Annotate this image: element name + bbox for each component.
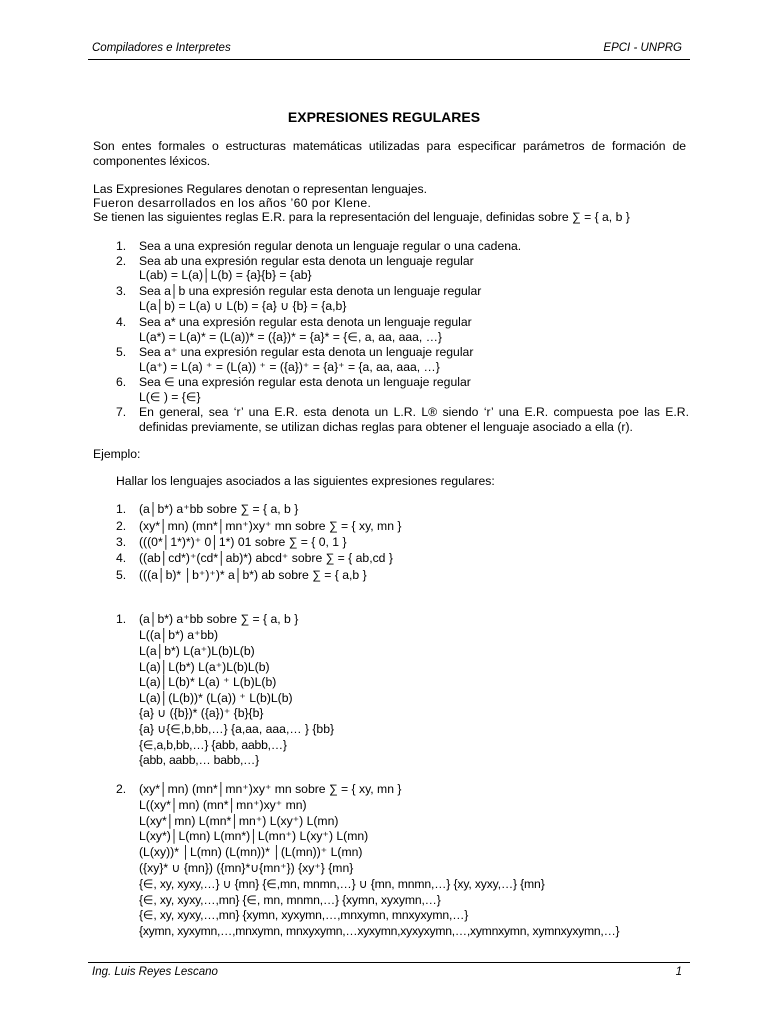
rule-line: Sea a una expresión regular denota un lenguaje regular o una cadena. [139, 239, 522, 253]
exercise-text: (((a│b)* │b⁺)⁺)* a│b*) ab sobre ∑ = { a,b } [139, 568, 367, 582]
page-title: EXPRESIONES REGULARES [287, 109, 481, 125]
line-3: Se tienen las siguientes reglas E.R. para la representación del lenguaje, definidas sobre ∑ = { a, b } [93, 210, 630, 224]
rule-number: 1. [116, 239, 127, 253]
solution-line: {xymn, xyxymn,…,mnxymn, mnxyxymn,…xyxymn,xyxyxymn,…,xymnxymn, xymnxyxymn,…} [139, 924, 620, 938]
solution-line: L(xy*│mn) L(mn*│mn⁺) L(xy⁺) L(mn) [139, 814, 339, 828]
rule-number: 7. [116, 405, 127, 419]
footer-rule [88, 962, 690, 963]
solution-line: L(a)│L(b*) L(a⁺)L(b)L(b) [139, 660, 270, 674]
solution-line: L(a│b*) L(a⁺)L(b)L(b) [139, 644, 255, 658]
solution-line: (xy*│mn) (mn*│mn⁺)xy⁺ mn sobre ∑ = { xy, mn } [139, 782, 402, 796]
rule-line: Sea a│b una expresión regular esta denota un lenguaje regular [139, 284, 482, 298]
solution-line: {∈, xy, xyxy,…} ∪ {mn} {∈,mn, mnmn,…} ∪ {mn, mnmn,…} {xy, xyxy,…} {mn} [139, 877, 545, 891]
solution-line: ({xy}* ∪ {mn}) ({mn}*∪{mn⁺}) {xy⁺} {mn} [139, 861, 354, 875]
header-left: Compiladores e Interpretes [92, 42, 231, 54]
solution-line: {∈, xy, xyxy,…,mn} {xymn, xyxymn,…,mnxymn, mnxyxymn,…} [139, 908, 469, 922]
solution-line: L((xy*│mn) (mn*│mn⁺)xy⁺ mn) [139, 798, 307, 812]
rule-number: 5. [116, 345, 127, 359]
solution-line: (a│b*) a⁺bb sobre ∑ = { a, b } [139, 612, 299, 626]
rule-number: 3. [116, 284, 127, 298]
exercise-number: 5. [116, 568, 127, 582]
exercise-number: 4. [116, 551, 127, 565]
intro-paragraph: Son entes formales o estructuras matemáticas utilizadas para especificar parámetros de formación de componentes léxicos. [93, 139, 686, 168]
exercise-text: (a│b*) a⁺bb sobre ∑ = { a, b } [139, 502, 299, 516]
exercise-number: 3. [116, 535, 127, 549]
line-1: Las Expresiones Regulares denotan o representan lenguajes. [93, 182, 428, 196]
rule-number: 2. [116, 254, 127, 268]
solution-line: L(a)│L(b)* L(a) ⁺ L(b)L(b) [139, 675, 277, 689]
footer-author: Ing. Luis Reyes Lescano [92, 966, 218, 978]
exercise-text: (((0*│1*)*)⁺ 0│1*) 01 sobre ∑ = { 0, 1 } [139, 535, 347, 549]
rule-line: L(a│b) = L(a) ∪ L(b) = {a} ∪ {b} = {a,b} [139, 299, 347, 313]
exercise-number: 2. [116, 519, 127, 533]
example-intro: Hallar los lenguajes asociados a las siguientes expresiones regulares: [116, 474, 495, 488]
solution-line: L((a│b*) a⁺bb) [139, 628, 219, 642]
solution-number: 1. [116, 612, 127, 626]
line-2: Fueron desarrollados en los años ’60 por Klene. [93, 196, 372, 210]
rule-number: 4. [116, 315, 127, 329]
header-rule [88, 59, 690, 60]
page-number: 1 [675, 966, 682, 978]
exercise-text: ((ab│cd*)⁺(cd*│ab)*) abcd⁺ sobre ∑ = { ab,cd } [139, 551, 393, 565]
exercise-text: (xy*│mn) (mn*│mn⁺)xy⁺ mn sobre ∑ = { xy, mn } [139, 519, 402, 533]
rule-line: L(∈ ) = {∈} [139, 390, 201, 404]
rule-line: Sea a* una expresión regular esta denota un lenguaje regular [139, 315, 472, 329]
rule-line: L(a*) = L(a)* = (L(a))* = ({a})* = {a}* = {∈, a, aa, aaa, …} [139, 330, 442, 344]
solution-line: {a} ∪{∈,b,bb,…} {a,aa, aaa,… } {bb} [139, 722, 335, 736]
solution-line: {abb, aabb,… babb,…} [139, 753, 260, 767]
solution-line: {∈, xy, xyxy,…,mn} {∈, mn, mnmn,…} {xymn, xyxymn,…} [139, 893, 441, 907]
rule-line: Sea ab una expresión regular esta denota un lenguaje regular [139, 254, 474, 268]
rule-7-text: En general, sea ‘r’ una E.R. esta denota un L.R. L® siendo ‘r’ una E.R. compuesta poe las E.R. definidas previamente, se utilizan dichas reglas para obtener el lenguaje asociado a ella (r). [139, 405, 689, 434]
header-right: EPCI - UNPRG [603, 42, 682, 54]
solution-line: (L(xy))* │L(mn) (L(mn))* │(L(mn))⁺ L(mn) [139, 845, 363, 859]
rule-line: Sea a⁺ una expresión regular esta denota un lenguaje regular [139, 345, 474, 359]
solution-line: L(a)│(L(b))* (L(a)) ⁺ L(b)L(b) [139, 691, 293, 705]
rule-line: L(ab) = L(a)│L(b) = {a}{b} = {ab} [139, 268, 312, 282]
solution-line: {a} ∪ ({b})* ({a})⁺ {b}{b} [139, 706, 264, 720]
solution-line: L(xy*)│L(mn) L(mn*)│L(mn⁺) L(xy⁺) L(mn) [139, 829, 369, 843]
solution-number: 2. [116, 782, 127, 796]
rule-line: Sea ∈ una expresión regular esta denota un lenguaje regular [139, 375, 471, 389]
exercise-number: 1. [116, 502, 127, 516]
rule-number: 6. [116, 375, 127, 389]
solution-line: {∈,a,b,bb,…} {abb, aabb,…} [139, 738, 287, 752]
rule-line: L(a⁺) = L(a) ⁺ = (L(a)) ⁺ = ({a})⁺ = {a}⁺ = {a, aa, aaa, …} [139, 360, 440, 374]
example-label: Ejemplo: [93, 447, 141, 461]
